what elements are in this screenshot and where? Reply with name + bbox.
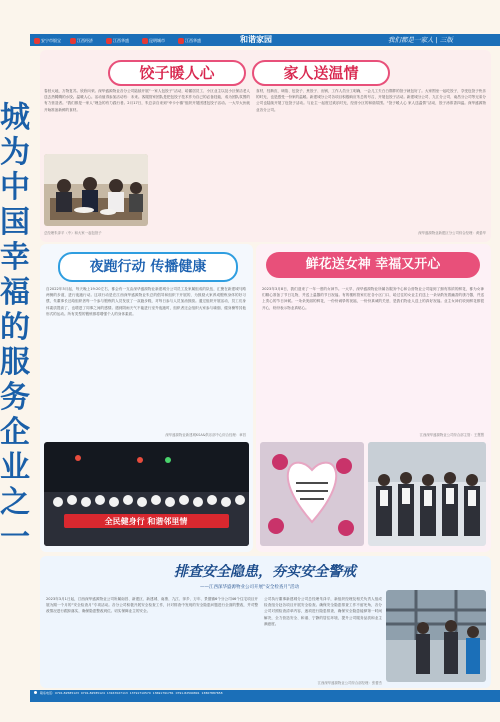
logo-icon [142,38,148,44]
page-footer: 联系电话：0791-82585123 0791-82585124 13167027113 13791710570 13691791781 0791-82599891 13867887658 [30,690,500,702]
article-body-right: 公司执行董事新建城分公司总经理朱泽平，新组织经理及相关负责人组成检查组分赴各项目开展安全检查。确保安全隐患排查工作不留死角，各分公司对照检查清单内容，逐项进行隐患排查，确保安全隐患能够第一时间解决，全力营造安全、和谐、宁静的居住环境，提升公司服务品质和业主满意度。 [264,597,382,626]
logo-icon [70,38,76,44]
photo-staff-with-flowers [368,442,486,546]
logo-icon [34,38,40,44]
article-night-run [40,244,253,552]
article-womens-day [256,244,491,552]
company-logo: 江西华盛 [106,37,129,45]
article-title: 鲜花送女神 幸福又开心 [266,252,480,278]
article-body: 自2022年5月起，每天晚上19:20左右，都会有一支由深华盛源物业新建城分公司员工及家属组成的队伍，汇聚在新建城马路两侧的步道，进行夜跑行动。这项行动是在江西深华盛源物业朱总的倡导和组织下开展的，为鼓励大家养成锻炼身体的好习惯，朱董事长还给组织者每一个参与锻炼的人员发放了一双跑步鞋，对每日参与人员加油鼓励。通过组织开展活动，员工们身体素质提高了，也增进了同事之间的感情。遇到阴雨天气不能进行室外夜跑时，组织者还会组织大家参与瑜伽、健身操等其他形式的运动。所有类型的锻炼都将增强个人的身体素质。 [46,287,246,316]
logo-icon [178,38,184,44]
photo-safety-inspection [386,590,486,682]
bullet-icon [34,691,37,694]
article-subtitle: ——江西深华盛源物业公司开展“安全检查月”活动 [200,585,300,590]
company-logo: 江西经济 [70,37,93,45]
article-body-left: 春回大地，万物复苏。欣欣向荣。深华盛源物业各分公司陆续开展“一家人包饺子”活动，给蓄居员工、小区业主以及小区保洁老人送去热腾腾的水饺。温暖人心。活动值得参加活动有：未来。客服管家团队是把包饺子技术作为自己的必备技能，成为团队氛围的有力营造者。“我们都是一家人”理念的有力践行者。2月17日，朱总亲自来到“幸卡小镇”组织开展团建包饺子活动。一大早大伙就开始准备新鲜的食材。 [44,89,250,112]
photo-caption: 深华盛源物业新建城KSA&俱乐部中心综合经理：章昌 [165,433,246,437]
photo-making-dumplings [44,154,148,226]
photo-running-group [44,442,249,546]
photo-flower-bouquet [260,442,364,546]
company-logo: 安宁市银宝 [34,37,61,45]
article-title: 夜跑行动 传播健康 [58,252,238,282]
company-logo: 江西华盛 [178,37,201,45]
article-title-right: 家人送温情 [252,60,390,86]
article-title: 排查安全隐患，夯实安全警戒 [174,564,356,580]
article-body-left: 2023年3月1日起，江西深华盛源物业公司所属南昌、新建区、新建城、南康、九江、萍乡、万年、景德镇6个分公司46个住宅项目开展为期一个月的“安全检查月”专项活动。各分公司积极开展安全检查工作，针对排查中发现的安全隐患问题进行全面的整改，并对整改情况进行跟踪落实，确保隐患整改到位。切实保障业主的安全。 [46,597,258,614]
article-body-left-cont [152,154,250,226]
photo-caption: 江西深华盛源物业公司综合部主管：王慧慧 [419,433,484,437]
banner-text: 全民健身行 和谐邻里情 [104,517,188,526]
logo-icon [106,38,112,44]
article-title-left: 饺子暖人心 [108,60,246,86]
article-body: 2023年3月8日，我们迎来了一年一度的女神节。一大早，深华盛源物业所属各服务中心和合营物业公司接到了拥有浓浓的鲜花，都为女神们精心准备了节日礼物，并送上温馨的节日祝福。有的楼栋管家们在各小区门口，给过往的女业主们送上一朵朵散发着幽香的康乃馨，并送上衷心的节日问候。一朵朵美丽的鲜花，一份份诚挚的祝福，一份份真诚的关爱，是我们物业人送上的真好祝福。业主女神们收到鲜花都很开心，纷纷表示物业真贴心。 [262,287,484,310]
photo-caption-right: 深华盛源物业新建区分公司综合经理：黄晏华 [418,231,486,235]
article-body-right: 食材，经擀皮、调馅、包饺子、煮饺子、出锅，工作人员分工明确，一会儿工夫白白胖胖的饺子就包好了。大家围坐一起吃饺子，享受包饺子快乐的时光，也是感受一份家的温暖。新建城分公司各项目积极响应朱总的号召，开展包饺子活动。新建城分公司、九江分公司、南昌分公司等兄弟分公司也陆续开展了包饺子活动。与业主一起度过欢乐时光，经营小区的和谐氛围。“饺子暖人心 家人送温情”活动，饺子汤浓香四溢。深华盛源物业各分公司。 [256,89,486,112]
photo-caption: 江西深华盛源物业公司综合部经理：张蕾杰 [317,681,382,685]
page-header [0,0,500,50]
photo-caption-left: 总经理朱泽平（中）和大家一起包饺子 [44,231,102,235]
section-slogan: 我们都是一家人 | 三版 [388,36,453,44]
vertical-banner: 城为中国幸福的服务企业之一 [0,100,30,555]
article-dumplings [40,50,491,242]
article-safety-check [40,556,491,688]
section-name: 和谐家园 [240,35,272,44]
company-logo: 昆明城市 [142,37,165,45]
